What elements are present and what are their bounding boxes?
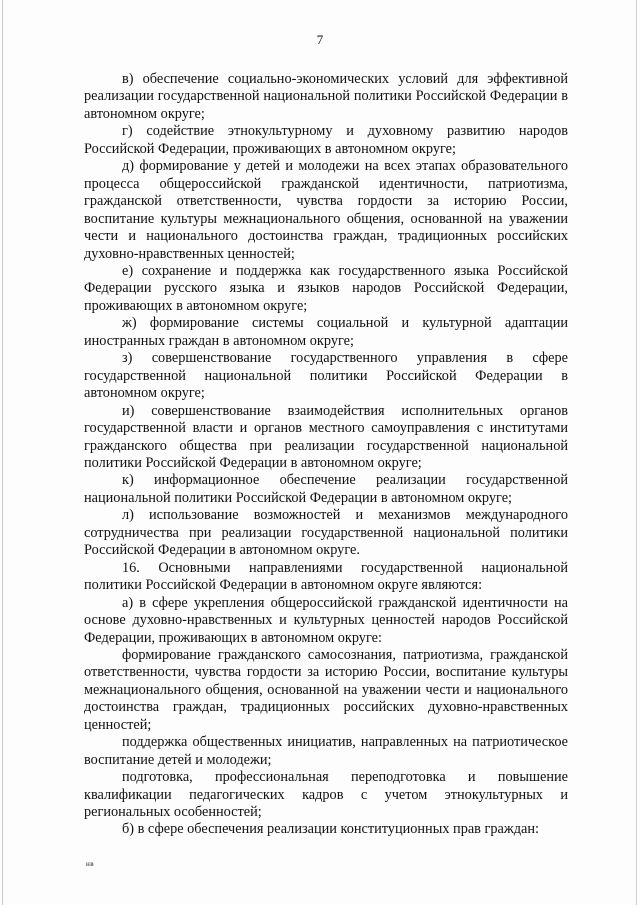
paragraph-i: и) совершенствование взаимодействия исполнительных органов государственной власти и органов местного самоуправления с институтами гражданского общества при реализации государственной национальной политики Российской Федерации в автономном округе; bbox=[84, 402, 568, 471]
paragraph-k: к) информационное обеспечение реализации государственной национальной политики Российской Федерации в автономном округе; bbox=[84, 472, 568, 506]
page-number: 7 bbox=[316, 32, 324, 47]
page-left-edge bbox=[2, 0, 3, 905]
paragraph-16-a: а) в сфере укрепления общероссийской гражданской идентичности на основе духовно-нравственных и культурных ценностей народов Российской Федерации, проживающих в автономном округе: bbox=[84, 594, 568, 646]
paragraph-z: з) совершенствование государственного управления в сфере государственной национальной политики Российской Федерации в автономном округе; bbox=[84, 350, 568, 402]
page-right-edge bbox=[636, 0, 637, 905]
paragraph-16-a-item-3: подготовка, профессиональная переподготовка и повышение квалификации педагогических кадров с учетом этнокультурных и региональных особенностей; bbox=[84, 769, 568, 821]
paragraph-16-a-item-2: поддержка общественных инициатив, направленных на патриотическое воспитание детей и молодежи; bbox=[84, 734, 568, 768]
paragraph-g: г) содействие этнокультурному и духовному развитию народов Российской Федерации, проживающих в автономном округе; bbox=[84, 123, 568, 157]
paragraph-e: е) сохранение и поддержка как государственного языка Российской Федерации русского языка и языков народов Российской Федерации, проживающих в автономном округе; bbox=[84, 262, 568, 314]
paragraph-16-b: б) в сфере обеспечения реализации конституционных прав граждан: bbox=[122, 821, 539, 838]
paragraph-16: 16. Основными направлениями государственной национальной политики Российской Федерации в автономном округе являются: bbox=[84, 559, 568, 594]
paragraph-l: л) использование возможностей и механизмов международного сотрудничества при реализации государственной национальной политики Российской Федерации в автономном округе. bbox=[84, 507, 568, 559]
paragraph-d: д) формирование у детей и молодежи на всех этапах образовательного процесса общероссийской гражданской идентичности, патриотизма, гражданской ответственности, чувства гордости за историю России, воспитание культуры межнационального общения, основанной на уважении чести и национального достоинства граждан, традиционных российских духовно-нравственных ценностей; bbox=[84, 158, 568, 262]
paragraph-zh: ж) формирование системы социальной и культурной адаптации иностранных граждан в автономном округе; bbox=[84, 315, 568, 349]
footer-initials: нв bbox=[86, 860, 95, 868]
paragraph-16-a-item-1: формирование гражданского самосознания, патриотизма, гражданской ответственности, чувства гордости за историю России, воспитание культуры межнационального общения, основанной на уважении чести и национального достоинства граждан, традиционных российских духовно-нравственных ценностей; bbox=[84, 646, 568, 733]
paragraph-v: в) обеспечение социально-экономических условий для эффективной реализации государственной национальной политики Российской Федерации в автономном округе; bbox=[84, 71, 568, 122]
document-body bbox=[84, 71, 568, 839]
